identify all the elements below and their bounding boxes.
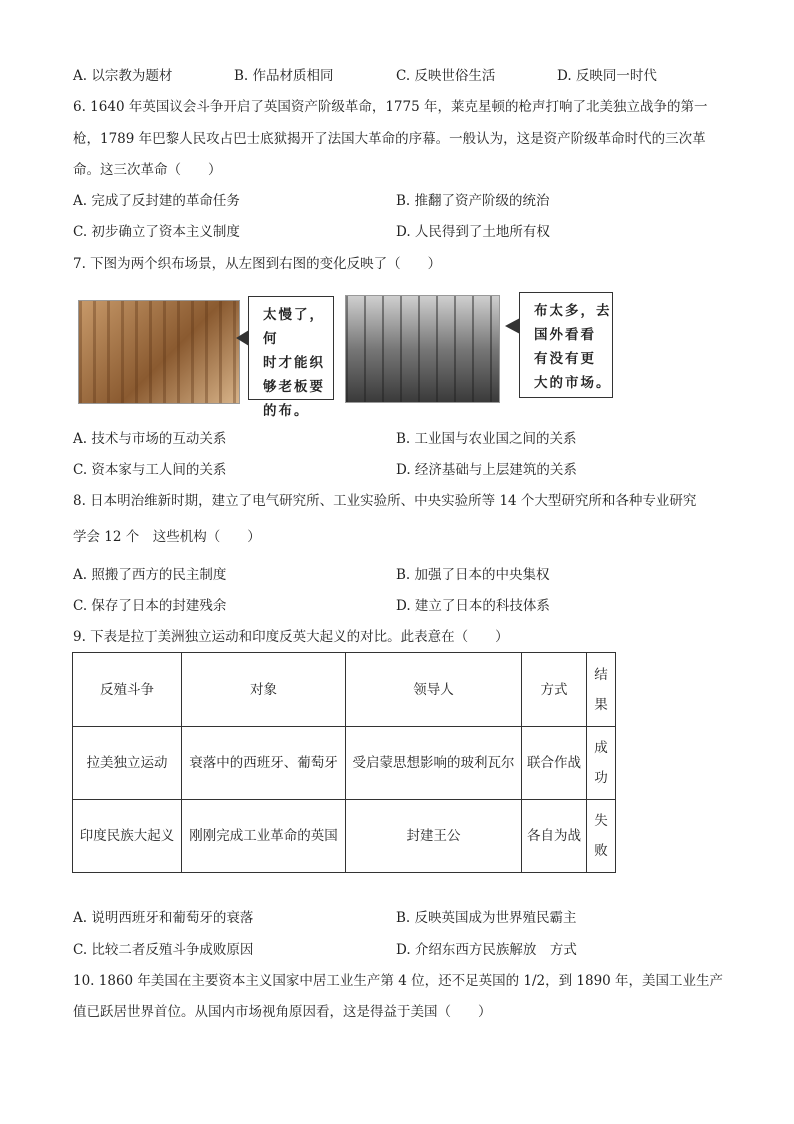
- table-row: [73, 727, 616, 800]
- q6-stem-line: 命。这三次革命（ ）: [73, 162, 222, 178]
- table-cell: 成功: [587, 727, 616, 800]
- speech-bubble-tail: [505, 318, 520, 334]
- hand-weaving-image: [78, 300, 240, 404]
- table-cell: 受启蒙思想影响的玻利瓦尔: [346, 727, 522, 800]
- q8-option-b: B. 加强了日本的中央集权: [396, 567, 550, 583]
- table-cell: 衰落中的西班牙、葡萄牙: [182, 727, 346, 800]
- speech-bubble-right: [519, 292, 613, 398]
- q9-option-d: D. 介绍东西方民族解放 方式: [396, 942, 577, 958]
- q10-stem-line: 值已跃居世界首位。从国内市场视角原因看，这是得益于美国（ ）: [73, 1004, 492, 1020]
- table-header-cell: 领导人: [346, 653, 522, 727]
- q7-option-c: C. 资本家与工人间的关系: [73, 462, 227, 478]
- bubble-line: 国外看看: [534, 327, 596, 343]
- table-cell: 封建王公: [346, 800, 522, 873]
- bubble-line: 布太多，去: [534, 303, 612, 319]
- q7-option-a: A. 技术与市场的互动关系: [73, 431, 227, 447]
- comparison-table: [72, 652, 616, 873]
- q9-option-c: C. 比较二者反殖斗争成败原因: [73, 942, 254, 958]
- q7-option-d: D. 经济基础与上层建筑的关系: [396, 462, 577, 478]
- q5-option-d: D. 反映同一时代: [557, 68, 657, 84]
- bubble-line: 时才能织: [263, 355, 325, 371]
- table-cell: 刚刚完成工业革命的英国: [182, 800, 346, 873]
- table-header-row: [73, 653, 616, 727]
- bubble-line: 大的市场。: [534, 375, 612, 391]
- q5-option-b: B. 作品材质相同: [234, 68, 334, 84]
- table-header-cell: 结果: [587, 653, 616, 727]
- q8-stem-line: 8. 日本明治维新时期，建立了电气研究所、工业实验所、中央实验所等 14 个大型研究所和各种专业研究: [73, 493, 697, 509]
- q7-stem: 7. 下图为两个织布场景，从左图到右图的变化反映了（ ）: [73, 256, 442, 272]
- bubble-line: 太慢了，何: [263, 307, 325, 347]
- bubble-line: 够老板要: [263, 379, 325, 395]
- factory-weaving-image: [345, 295, 500, 403]
- bubble-line: 有没有更: [534, 351, 596, 367]
- q10-stem-line: 10. 1860 年美国在主要资本主义国家中居工业生产第 4 位，还不足英国的 1/2，到 1890 年，美国工业生产: [73, 973, 724, 989]
- q9-stem: 9. 下表是拉丁美洲独立运动和印度反英大起义的对比。此表意在（ ）: [73, 629, 509, 645]
- q6-option-b: B. 推翻了资产阶级的统治: [396, 193, 550, 209]
- q6-stem-line: 6. 1640 年英国议会斗争开启了英国资产阶级革命，1775 年，莱克星顿的枪声打响了北美独立战争的第一: [73, 99, 708, 115]
- q8-stem-line: 学会 12 个 这些机构（ ）: [73, 529, 261, 545]
- table-cell: 印度民族大起义: [73, 800, 182, 873]
- q6-option-d: D. 人民得到了土地所有权: [396, 224, 550, 240]
- q9-option-b: B. 反映英国成为世界殖民霸主: [396, 910, 577, 926]
- q6-stem-line: 枪，1789 年巴黎人民攻占巴士底狱揭开了法国大革命的序幕。一般认为，这是资产阶级革命时代的三次革: [73, 131, 706, 147]
- q9-option-a: A. 说明西班牙和葡萄牙的衰落: [73, 910, 254, 926]
- q8-option-d: D. 建立了日本的科技体系: [396, 598, 550, 614]
- table-cell: 联合作战: [522, 727, 587, 800]
- table-cell: 拉美独立运动: [73, 727, 182, 800]
- q7-option-b: B. 工业国与农业国之间的关系: [396, 431, 577, 447]
- q6-option-c: C. 初步确立了资本主义制度: [73, 224, 240, 240]
- table-cell: 失败: [587, 800, 616, 873]
- table-row: [73, 800, 616, 873]
- table-header-cell: 对象: [182, 653, 346, 727]
- q8-option-a: A. 照搬了西方的民主制度: [73, 567, 227, 583]
- q5-option-a: A. 以宗教为题材: [73, 68, 173, 84]
- table-header-cell: 反殖斗争: [73, 653, 182, 727]
- bubble-line: 的布。: [263, 403, 310, 419]
- q6-option-a: A. 完成了反封建的革命任务: [73, 193, 240, 209]
- table-header-cell: 方式: [522, 653, 587, 727]
- q5-option-c: C. 反映世俗生活: [396, 68, 496, 84]
- table-cell: 各自为战: [522, 800, 587, 873]
- q8-option-c: C. 保存了日本的封建残余: [73, 598, 227, 614]
- speech-bubble-left: [248, 296, 334, 419]
